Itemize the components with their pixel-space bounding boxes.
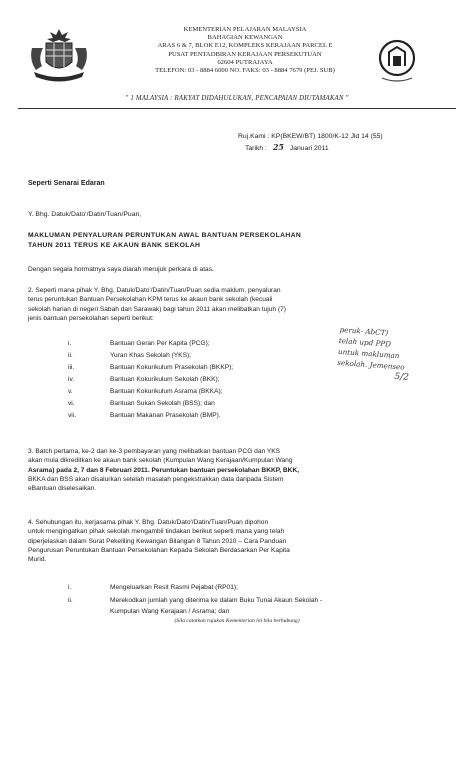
para3-line-4: BKKA dan BSS akan disalurkan setelah masalah pengekstrakkan data daripada Sistem (28, 475, 284, 483)
contact-line: TELEFON: 03 - 8884 6000 NO. FAKS: 03 - 8884 7679 (PEJ. SUB) (155, 67, 335, 75)
date-line (245, 143, 329, 153)
paragraph-4 (28, 518, 290, 564)
tagline: " 1 MALAYSIA : RAKYAT DIDAHULUKAN, PENCAPAIAN DIUTAMAKAN " (125, 95, 349, 102)
address-line-1: ARAS 6 & 7, BLOK E12, KOMPLEKS KERAJAAN PARCEL E (157, 42, 333, 50)
ministry-emblem-logo (372, 36, 422, 86)
list-item: Kumpulan Wang Kerajaan / Asrama; dan (110, 608, 230, 615)
list-item: vii. Bantuan Makanan Prasekolah (BMP). (68, 412, 221, 419)
coat-of-arms-logo (26, 26, 92, 84)
header-divider (18, 108, 456, 109)
list-item: ii. Merekodkan jumlah yang diterima ke dalam Buku Tunai Akaun Sekolah - (68, 597, 323, 604)
postcode-line: 62604 PUTRAJAYA (217, 58, 273, 66)
reference-line (238, 132, 383, 141)
para4-line-1: 4. Sehubungan itu, kerjasama pihak Y. Bhg. Datuk/Dato'/Datin/Tuan/Puan dipohon (28, 519, 269, 526)
list-item: v. Bantuan Kokurikulum Asrama (BKKA); (68, 388, 223, 395)
footer-note: (Sila catatkan rujukan Kementerian ini bila berhubung) (174, 618, 300, 624)
paragraph-2 (28, 286, 453, 323)
subject-heading (28, 231, 301, 251)
para3-line-3: Asrama) pada 2, 7 dan 8 Februari 2011. Peruntukan bantuan persekolahan BKKP, BKK, (28, 466, 300, 474)
list-item: iv. Bantuan Kokurikulum Sekolah (BKK); (68, 376, 220, 383)
tarikh-label: Tarikh : (245, 145, 267, 152)
para3-line-1: 3. Batch pertama, ke-2 dan ke-3 pembayaran yang melibatkan bantuan PCG dan YKS (28, 448, 281, 455)
para2-line-2: terus peruntukan Bantuan Persekolahan KPM terus ke akaun bank sekolah (kecuali (28, 296, 273, 304)
address-line-2: PUSAT PENTADBIRAN KERAJAAN PERSEKUTUAN (168, 50, 322, 58)
letterhead-block (120, 26, 370, 75)
division-name: BAHAGIAN KEWANGAN (207, 34, 283, 42)
list-item: iii. Bantuan Kokurikulum Prasekolah (BKKP); (68, 364, 234, 371)
para3-line-5: eBantuan diselesaikan. (28, 485, 97, 493)
ruj-value: KP(BKEW/BT) 1800/K-12 Jld 14 (55) (271, 133, 383, 140)
opening-paragraph: Dengan segala hormatnya saya diarah merujuk perkara di atas. (28, 266, 214, 273)
list-item: ii. Yuran Khas Sekolah (YKS); (68, 352, 192, 359)
para4-line-5: Murid. (28, 556, 47, 564)
subject-line-1: MAKLUMAN PENYALURAN PERUNTUKAN AWAL BANTUAN PERSEKOLAHAN (28, 232, 302, 239)
para3-line-2: akan mula dikreditkan ke akaun bank sekolah (Kumpulan Wang Kerajaan/Kumpulan Wang (28, 457, 293, 465)
para4-line-3: diperjelaskan dalam Surat Pekeliling Kewangan Bilangan 8 Tahun 2010 – Cara Panduan (28, 537, 287, 545)
tarikh-month-year: Januari 2011 (289, 145, 329, 152)
list-item: vi. Bantuan Sukan Sekolah (BSS); dan (68, 400, 215, 407)
para2-line-1: 2. Seperti mana pihak Y. Bhg. Datuk/Dato'/Datin/Tuan/Puan sedia maklum, penyaluran (28, 287, 281, 294)
ruj-label: Ruj.Kami : (238, 133, 270, 140)
para2-line-4: jenis bantuan persekolahan seperti berikut: (28, 314, 154, 322)
salutation: Y. Bhg. Datuk/Dato'/Datin/Tuan/Puan, (28, 211, 142, 218)
para4-line-4: Pengurusan Peruntukan Bantuan Persekolahan Kepada Sekolah Berdasarkan Per Kapita (28, 546, 290, 554)
ministry-name: KEMENTERIAN PELAJARAN MALAYSIA (183, 26, 307, 33)
recipient: Seperti Senarai Edaran (28, 180, 105, 187)
para4-line-2: untuk mengingatkan pihak sekolah mengambil tindakan berikut seperti mana yang telah (28, 528, 285, 536)
paragraph-3 (28, 447, 299, 493)
subject-line-2: TAHUN 2011 TERUS KE AKAUN BANK SEKOLAH (28, 242, 201, 249)
handwritten-annotation: peruk- AbCT) telah upd PPD untuk makluman sekolah. Jemenseo 5/2 (337, 324, 410, 383)
para2-line-3: sekolah harian di negeri Sabah dan Sarawak) bagi tahun 2011 akan melibatkan tujuh (7) (28, 305, 286, 313)
list-item: i. Mengeluarkan Resit Rasmi Pejabat (RP01); (68, 584, 238, 591)
tarikh-day-handwritten: 25 (272, 142, 284, 152)
list-item: i. Bantuan Geran Per Kapita (PCG); (68, 340, 210, 347)
